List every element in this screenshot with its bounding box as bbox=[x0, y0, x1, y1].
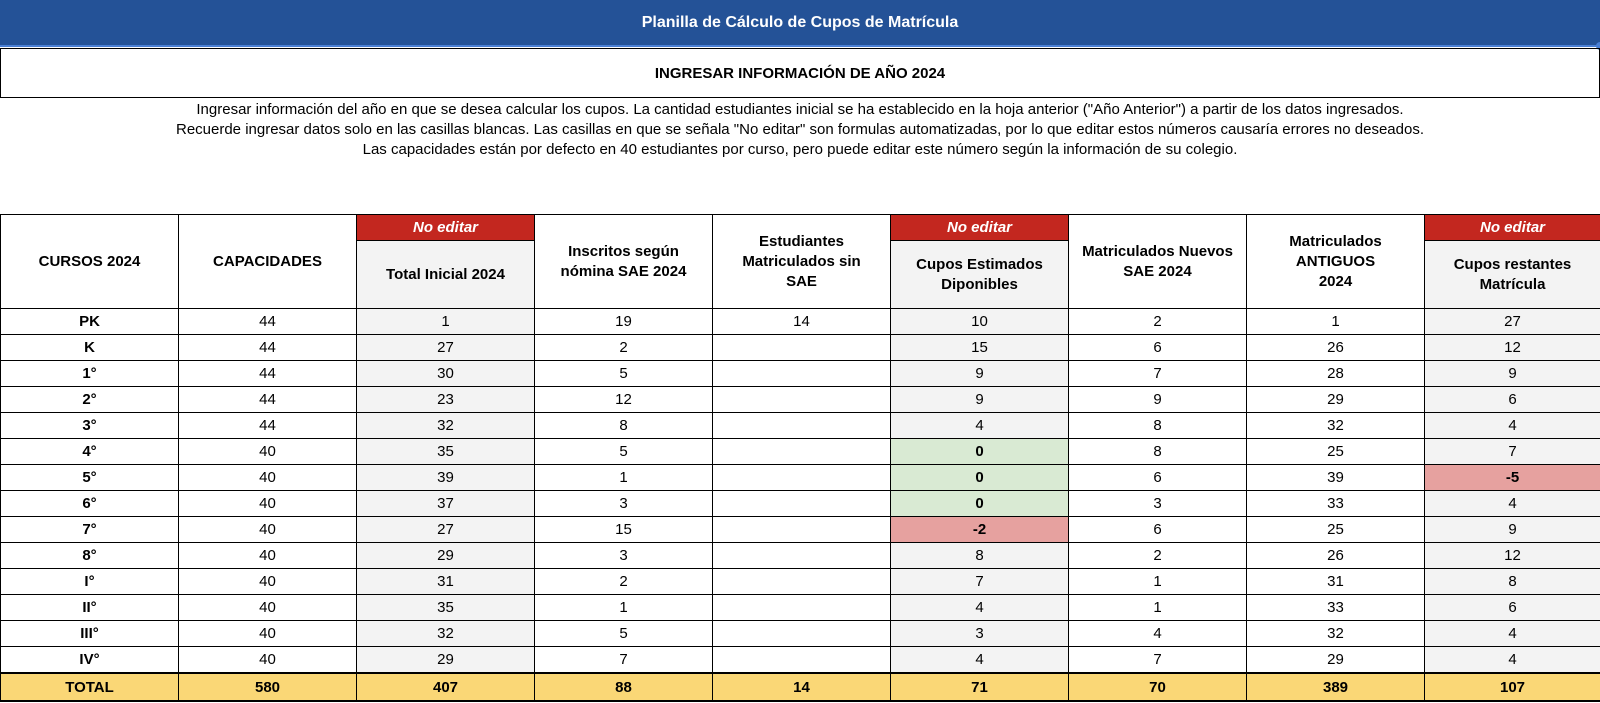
cell-antiguos[interactable]: 32 bbox=[1247, 621, 1425, 647]
cell-total-inicial[interactable]: 35 bbox=[357, 595, 535, 621]
cell-cupos-restantes[interactable]: 12 bbox=[1425, 335, 1600, 361]
cell-antiguos[interactable]: 39 bbox=[1247, 465, 1425, 491]
cell-capacidad[interactable]: 44 bbox=[179, 309, 357, 335]
instruction-line-1: Ingresar información del año en que se desea calcular los cupos. La cantidad estudiantes inicial se ha establecido en la hoja anterior ("Año Anterior") a partir de los datos ingresados. bbox=[196, 101, 1404, 118]
cell-cupos-estimados[interactable]: 8 bbox=[891, 543, 1069, 569]
cell-cupos-estimados[interactable]: -2 bbox=[891, 517, 1069, 543]
total-cell-cupos-restantes[interactable]: 107 bbox=[1425, 673, 1600, 701]
cell-cupos-restantes[interactable]: 8 bbox=[1425, 569, 1600, 595]
cell-cupos-restantes[interactable]: 4 bbox=[1425, 491, 1600, 517]
cell-antiguos[interactable]: 29 bbox=[1247, 647, 1425, 674]
cell-capacidad[interactable]: 44 bbox=[179, 387, 357, 413]
cell-antiguos[interactable]: 31 bbox=[1247, 569, 1425, 595]
cell-nuevos[interactable]: 7 bbox=[1069, 647, 1247, 674]
table-row bbox=[1, 309, 1600, 335]
cell-total-inicial[interactable]: 32 bbox=[357, 621, 535, 647]
table-row bbox=[1, 413, 1600, 439]
cell-capacidad[interactable]: 40 bbox=[179, 491, 357, 517]
cell-nuevos[interactable]: 6 bbox=[1069, 465, 1247, 491]
cell-total-inicial[interactable]: 1 bbox=[357, 309, 535, 335]
cell-capacidad[interactable]: 40 bbox=[179, 595, 357, 621]
cell-nuevos[interactable]: 6 bbox=[1069, 517, 1247, 543]
cell-nuevos[interactable]: 1 bbox=[1069, 569, 1247, 595]
total-cell-nuevos[interactable]: 70 bbox=[1069, 673, 1247, 701]
subtitle-text: INGRESAR INFORMACIÓN DE AÑO 2024 bbox=[654, 64, 946, 82]
cell-sin-sae[interactable] bbox=[713, 569, 891, 595]
cell-inscritos[interactable]: 1 bbox=[535, 465, 713, 491]
total-cell-inscritos[interactable]: 88 bbox=[535, 673, 713, 701]
totals-row bbox=[1, 673, 1600, 701]
table-row bbox=[1, 595, 1600, 621]
cell-cupos-restantes[interactable]: 4 bbox=[1425, 413, 1600, 439]
cell-sin-sae[interactable] bbox=[713, 491, 891, 517]
cell-curso[interactable]: II° bbox=[1, 595, 179, 621]
cell-curso[interactable]: I° bbox=[1, 569, 179, 595]
cell-nuevos[interactable]: 8 bbox=[1069, 413, 1247, 439]
total-cell-sin-sae[interactable]: 14 bbox=[713, 673, 891, 701]
section-subtitle[interactable] bbox=[0, 48, 1600, 98]
cell-nuevos[interactable]: 3 bbox=[1069, 491, 1247, 517]
cell-cupos-restantes[interactable]: 4 bbox=[1425, 621, 1600, 647]
cell-cupos-restantes[interactable]: -5 bbox=[1425, 465, 1600, 491]
cell-cupos-estimados[interactable]: 0 bbox=[891, 465, 1069, 491]
cell-antiguos[interactable]: 33 bbox=[1247, 491, 1425, 517]
cell-cupos-estimados[interactable]: 4 bbox=[891, 413, 1069, 439]
table-row bbox=[1, 335, 1600, 361]
cell-capacidad[interactable]: 40 bbox=[179, 439, 357, 465]
cell-cupos-estimados[interactable]: 15 bbox=[891, 335, 1069, 361]
total-cell-capacidad[interactable]: 580 bbox=[179, 673, 357, 701]
cell-capacidad[interactable]: 44 bbox=[179, 335, 357, 361]
sheet-title: Planilla de Cálculo de Cupos de Matrícula bbox=[641, 13, 959, 31]
table-row bbox=[1, 439, 1600, 465]
no-edit-label-total: No editar bbox=[357, 215, 535, 241]
instructions-block bbox=[0, 100, 1600, 160]
cell-inscritos[interactable]: 15 bbox=[535, 517, 713, 543]
enrollment-table bbox=[0, 214, 1600, 702]
cell-curso[interactable]: 1° bbox=[1, 361, 179, 387]
no-edit-label-restantes: No editar bbox=[1425, 215, 1600, 241]
table-row bbox=[1, 491, 1600, 517]
cell-total-inicial[interactable]: 29 bbox=[357, 647, 535, 674]
cell-cupos-restantes[interactable]: 7 bbox=[1425, 439, 1600, 465]
cell-cupos-estimados[interactable]: 9 bbox=[891, 361, 1069, 387]
table-row bbox=[1, 361, 1600, 387]
cell-inscritos[interactable]: 8 bbox=[535, 413, 713, 439]
cell-cupos-estimados[interactable]: 0 bbox=[891, 439, 1069, 465]
cell-cupos-restantes[interactable]: 27 bbox=[1425, 309, 1600, 335]
cell-total-inicial[interactable]: 23 bbox=[357, 387, 535, 413]
cell-total-inicial[interactable]: 37 bbox=[357, 491, 535, 517]
cell-cupos-estimados[interactable]: 4 bbox=[891, 647, 1069, 674]
cell-inscritos[interactable]: 5 bbox=[535, 439, 713, 465]
cell-cupos-estimados[interactable]: 3 bbox=[891, 621, 1069, 647]
header-cursos[interactable]: CURSOS 2024 bbox=[1, 215, 179, 309]
table-row bbox=[1, 621, 1600, 647]
cell-cupos-restantes[interactable]: 12 bbox=[1425, 543, 1600, 569]
cell-nuevos[interactable]: 2 bbox=[1069, 309, 1247, 335]
cell-antiguos[interactable]: 32 bbox=[1247, 413, 1425, 439]
cell-capacidad[interactable]: 44 bbox=[179, 361, 357, 387]
cell-total-inicial[interactable]: 39 bbox=[357, 465, 535, 491]
cell-curso[interactable]: IV° bbox=[1, 647, 179, 674]
cell-antiguos[interactable]: 25 bbox=[1247, 517, 1425, 543]
total-cell-total-inicial[interactable]: 407 bbox=[357, 673, 535, 701]
header-sin-sae[interactable]: Estudiantes Matriculados sin SAE bbox=[713, 215, 891, 309]
cell-curso[interactable]: 8° bbox=[1, 543, 179, 569]
cell-sin-sae[interactable] bbox=[713, 465, 891, 491]
cell-curso[interactable]: III° bbox=[1, 621, 179, 647]
table-row bbox=[1, 543, 1600, 569]
cell-cupos-restantes[interactable]: 6 bbox=[1425, 387, 1600, 413]
table-row bbox=[1, 647, 1600, 674]
table-row bbox=[1, 387, 1600, 413]
total-cell-antiguos[interactable]: 389 bbox=[1247, 673, 1425, 701]
cell-sin-sae[interactable] bbox=[713, 595, 891, 621]
cell-sin-sae[interactable] bbox=[713, 647, 891, 674]
cell-nuevos[interactable]: 8 bbox=[1069, 439, 1247, 465]
cell-nuevos[interactable]: 4 bbox=[1069, 621, 1247, 647]
cell-sin-sae[interactable] bbox=[713, 517, 891, 543]
table-row bbox=[1, 517, 1600, 543]
cell-capacidad[interactable]: 44 bbox=[179, 413, 357, 439]
cell-total-inicial[interactable]: 31 bbox=[357, 569, 535, 595]
cell-inscritos[interactable]: 19 bbox=[535, 309, 713, 335]
header-antiguos[interactable]: Matriculados ANTIGUOS 2024 bbox=[1247, 215, 1425, 309]
cell-cupos-estimados[interactable]: 9 bbox=[891, 387, 1069, 413]
cell-sin-sae[interactable] bbox=[713, 361, 891, 387]
cell-antiguos[interactable]: 28 bbox=[1247, 361, 1425, 387]
cell-capacidad[interactable]: 40 bbox=[179, 647, 357, 674]
cell-nuevos[interactable]: 2 bbox=[1069, 543, 1247, 569]
cell-total-inicial[interactable]: 30 bbox=[357, 361, 535, 387]
cell-sin-sae[interactable] bbox=[713, 439, 891, 465]
cell-cupos-estimados[interactable]: 4 bbox=[891, 595, 1069, 621]
cell-curso[interactable]: 4° bbox=[1, 439, 179, 465]
cell-nuevos[interactable]: 6 bbox=[1069, 335, 1247, 361]
cell-inscritos[interactable]: 3 bbox=[535, 543, 713, 569]
cell-inscritos[interactable]: 7 bbox=[535, 647, 713, 674]
header-capacidades[interactable]: CAPACIDADES bbox=[179, 215, 357, 309]
cell-antiguos[interactable]: 29 bbox=[1247, 387, 1425, 413]
table-row bbox=[1, 569, 1600, 595]
cell-total-inicial[interactable]: 27 bbox=[357, 335, 535, 361]
cell-cupos-estimados[interactable]: 10 bbox=[891, 309, 1069, 335]
header-total-inicial[interactable]: Total Inicial 2024 bbox=[357, 241, 535, 309]
cell-capacidad[interactable]: 40 bbox=[179, 465, 357, 491]
cell-nuevos[interactable]: 1 bbox=[1069, 595, 1247, 621]
cell-cupos-estimados[interactable]: 0 bbox=[891, 491, 1069, 517]
cell-sin-sae[interactable] bbox=[713, 387, 891, 413]
cell-antiguos[interactable]: 1 bbox=[1247, 309, 1425, 335]
cell-curso[interactable]: PK bbox=[1, 309, 179, 335]
total-cell-curso[interactable]: TOTAL bbox=[1, 673, 179, 701]
cell-capacidad[interactable]: 40 bbox=[179, 569, 357, 595]
cell-curso[interactable]: K bbox=[1, 335, 179, 361]
total-cell-cupos-estimados[interactable]: 71 bbox=[891, 673, 1069, 701]
cell-inscritos[interactable]: 2 bbox=[535, 335, 713, 361]
cell-sin-sae[interactable]: 14 bbox=[713, 309, 891, 335]
cell-antiguos[interactable]: 33 bbox=[1247, 595, 1425, 621]
cell-cupos-restantes[interactable]: 6 bbox=[1425, 595, 1600, 621]
no-edit-label-cupos: No editar bbox=[891, 215, 1069, 241]
cell-curso[interactable]: 2° bbox=[1, 387, 179, 413]
header-inscritos[interactable]: Inscritos según nómina SAE 2024 bbox=[535, 215, 713, 309]
cell-total-inicial[interactable]: 27 bbox=[357, 517, 535, 543]
cell-curso[interactable]: 6° bbox=[1, 491, 179, 517]
cell-capacidad[interactable]: 40 bbox=[179, 517, 357, 543]
cell-curso[interactable]: 5° bbox=[1, 465, 179, 491]
table-row bbox=[1, 465, 1600, 491]
cell-capacidad[interactable]: 40 bbox=[179, 621, 357, 647]
cell-inscritos[interactable]: 3 bbox=[535, 491, 713, 517]
cell-total-inicial[interactable]: 32 bbox=[357, 413, 535, 439]
instruction-line-2: Recuerde ingresar datos solo en las casillas blancas. Las casillas en que se señala "No editar" son formulas automatizadas, por lo que editar estos números causaría errores no deseados. bbox=[175, 121, 1424, 138]
cell-inscritos[interactable]: 2 bbox=[535, 569, 713, 595]
cell-inscritos[interactable]: 5 bbox=[535, 361, 713, 387]
cell-sin-sae[interactable] bbox=[713, 335, 891, 361]
sheet-title-bar bbox=[0, 0, 1600, 47]
cell-sin-sae[interactable] bbox=[713, 621, 891, 647]
cell-cupos-restantes[interactable]: 9 bbox=[1425, 361, 1600, 387]
cell-curso[interactable]: 3° bbox=[1, 413, 179, 439]
cell-nuevos[interactable]: 9 bbox=[1069, 387, 1247, 413]
cell-cupos-estimados[interactable]: 7 bbox=[891, 569, 1069, 595]
cell-inscritos[interactable]: 5 bbox=[535, 621, 713, 647]
cell-sin-sae[interactable] bbox=[713, 543, 891, 569]
cell-antiguos[interactable]: 25 bbox=[1247, 439, 1425, 465]
instruction-line-3: Las capacidades están por defecto en 40 estudiantes por curso, pero puede editar este número según la información de su colegio. bbox=[362, 141, 1238, 158]
header-cupos-estimados[interactable]: Cupos Estimados Diponibles bbox=[891, 241, 1069, 309]
cell-total-inicial[interactable]: 35 bbox=[357, 439, 535, 465]
cell-capacidad[interactable]: 40 bbox=[179, 543, 357, 569]
header-cupos-restantes[interactable]: Cupos restantes Matrícula bbox=[1425, 241, 1600, 309]
header-nuevos[interactable]: Matriculados Nuevos SAE 2024 bbox=[1069, 215, 1247, 309]
cell-sin-sae[interactable] bbox=[713, 413, 891, 439]
cell-antiguos[interactable]: 26 bbox=[1247, 543, 1425, 569]
cell-total-inicial[interactable]: 29 bbox=[357, 543, 535, 569]
cell-inscritos[interactable]: 12 bbox=[535, 387, 713, 413]
cell-inscritos[interactable]: 1 bbox=[535, 595, 713, 621]
cell-nuevos[interactable]: 7 bbox=[1069, 361, 1247, 387]
cell-antiguos[interactable]: 26 bbox=[1247, 335, 1425, 361]
cell-cupos-restantes[interactable]: 9 bbox=[1425, 517, 1600, 543]
cell-cupos-restantes[interactable]: 4 bbox=[1425, 647, 1600, 674]
cell-curso[interactable]: 7° bbox=[1, 517, 179, 543]
